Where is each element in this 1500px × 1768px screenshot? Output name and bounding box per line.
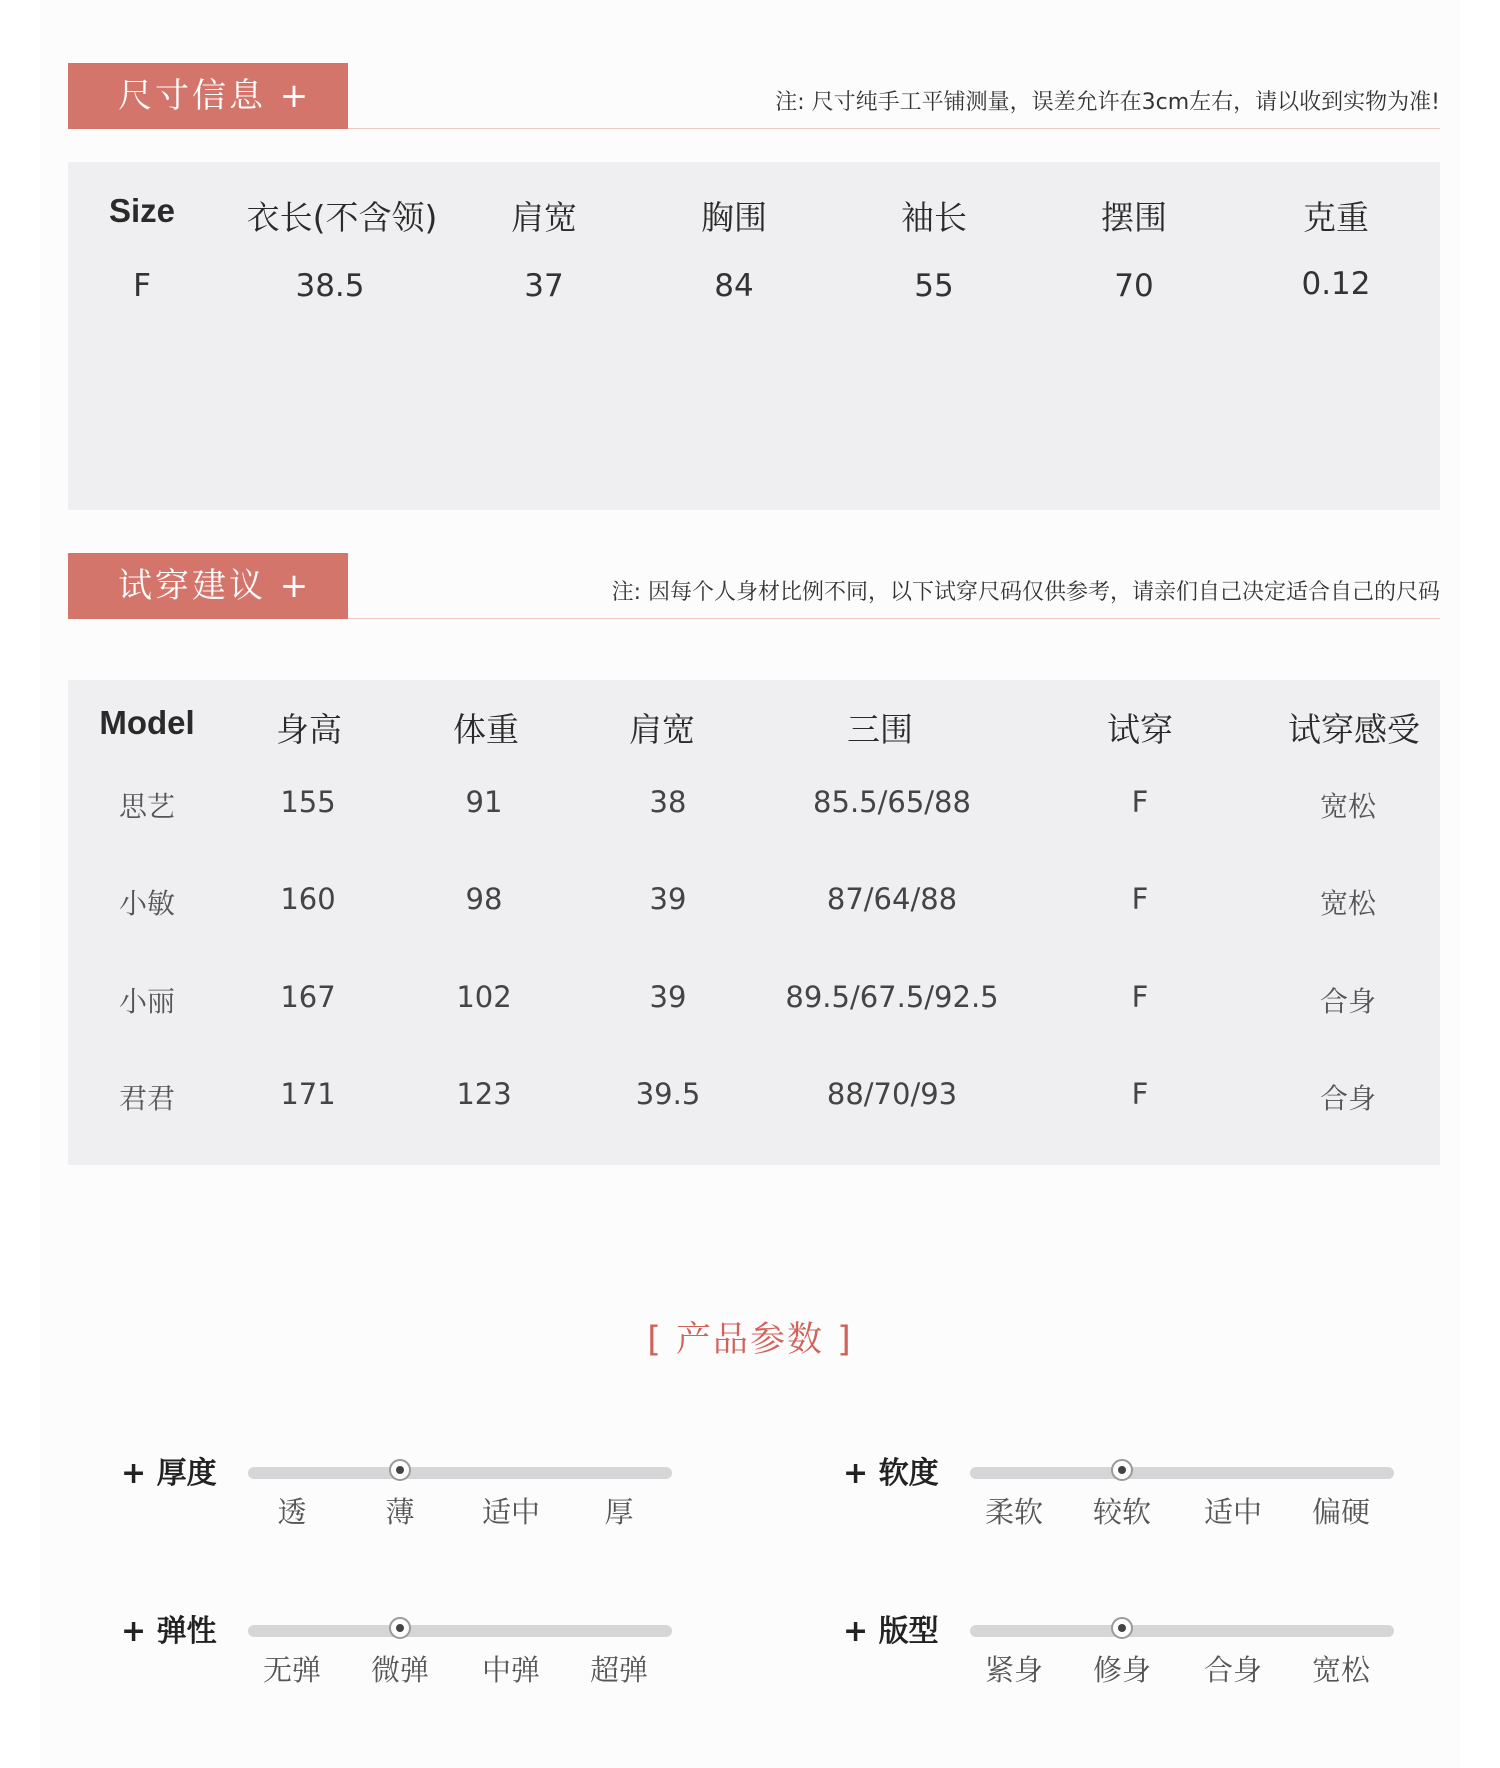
header-divider <box>348 618 1440 619</box>
bust-header: 胸围 <box>701 198 767 237</box>
header-divider <box>348 128 1440 129</box>
height-header: 身高 <box>276 710 342 749</box>
size-cell: F <box>133 268 151 304</box>
param-option: 合身 <box>1203 1653 1263 1687</box>
measurements-cell: 89.5/67.5/92.5 <box>785 980 999 1014</box>
tried-size-cell: F <box>1131 980 1149 1014</box>
model-name-cell: 小丽 <box>118 985 176 1018</box>
tried-size-header: 试穿 <box>1107 710 1173 749</box>
product-params-title: [ 产品参数 ] <box>647 1320 853 1360</box>
tried-size-cell: F <box>1131 1077 1149 1111</box>
height-cell: 171 <box>280 1077 336 1111</box>
param-name: + 软度 <box>843 1456 939 1491</box>
fit-suggestion-note: 注: 因每个人身材比例不同，以下试穿尺码仅供参考，请亲们自己决定适合自己的尺码 <box>611 580 1440 605</box>
param-slider-track <box>248 1467 672 1479</box>
measurements-header: 三围 <box>847 710 913 749</box>
size-header: Size <box>108 192 176 229</box>
measurements-cell: 88/70/93 <box>826 1077 958 1111</box>
weight-cell: 0.12 <box>1301 266 1371 302</box>
fit-table <box>68 680 1440 1165</box>
size-info-note: 注: 尺寸纯手工平铺测量，误差允许在3cm左右，请以收到实物为准! <box>775 90 1440 115</box>
model-name-cell: 小敏 <box>118 887 176 920</box>
param-option: 适中 <box>1203 1495 1263 1529</box>
param-thickness <box>121 1448 821 1568</box>
param-fit-type <box>843 1606 1500 1726</box>
tried-size-cell: F <box>1131 785 1149 819</box>
shoulder-cell: 39.5 <box>635 1077 701 1111</box>
param-option: 微弹 <box>370 1653 430 1687</box>
sleeve-header: 袖长 <box>901 198 967 237</box>
length-cell: 38.5 <box>295 268 365 304</box>
param-slider-track <box>248 1625 672 1637</box>
param-option: 无弹 <box>262 1653 322 1687</box>
fit-feeling-header: 试穿感受 <box>1288 710 1420 749</box>
param-option: 超弹 <box>589 1653 649 1687</box>
fit-feeling-cell: 合身 <box>1319 985 1377 1018</box>
param-name: + 版型 <box>843 1614 939 1649</box>
param-softness <box>843 1448 1500 1568</box>
param-slider-knob <box>389 1617 411 1639</box>
height-cell: 167 <box>280 980 336 1014</box>
height-cell: 160 <box>280 882 336 916</box>
fit-feeling-cell: 宽松 <box>1319 790 1377 823</box>
bodyweight-cell: 91 <box>465 785 503 819</box>
measurements-cell: 87/64/88 <box>826 882 958 916</box>
param-slider-knob <box>1111 1459 1133 1481</box>
weight-header: 克重 <box>1303 198 1369 237</box>
param-name: + 弹性 <box>121 1614 217 1649</box>
param-option: 柔软 <box>984 1495 1044 1529</box>
sleeve-cell: 55 <box>914 268 954 304</box>
param-option: 较软 <box>1092 1495 1152 1529</box>
param-option: 厚 <box>604 1495 634 1529</box>
fit-feeling-cell: 合身 <box>1319 1082 1377 1115</box>
length-header: 衣长(不含领) <box>246 198 438 237</box>
hem-cell: 70 <box>1114 268 1154 304</box>
model-name-cell: 思艺 <box>118 790 176 823</box>
param-slider-track <box>970 1467 1394 1479</box>
param-slider-knob <box>389 1459 411 1481</box>
param-option: 中弹 <box>481 1653 541 1687</box>
bust-cell: 84 <box>714 268 754 304</box>
fit-feeling-cell: 宽松 <box>1319 887 1377 920</box>
param-name: + 厚度 <box>121 1456 217 1491</box>
size-info-tag: 尺寸信息 + <box>68 63 348 129</box>
shoulder-cell: 39 <box>649 882 687 916</box>
model-header: Model <box>99 704 195 741</box>
hem-header: 摆围 <box>1101 198 1167 237</box>
shoulder-cell: 37 <box>524 268 564 304</box>
fit-suggestion-tag: 试穿建议 + <box>68 553 348 619</box>
shoulder-cell: 38 <box>649 785 687 819</box>
tried-size-cell: F <box>1131 882 1149 916</box>
param-option: 修身 <box>1092 1653 1152 1687</box>
shoulder-header: 肩宽 <box>511 198 577 237</box>
param-option: 透 <box>277 1495 307 1529</box>
param-option: 薄 <box>385 1495 415 1529</box>
bodyweight-header: 体重 <box>453 710 519 749</box>
size-info-header <box>68 63 1440 133</box>
param-slider-track <box>970 1625 1394 1637</box>
shoulder-header: 肩宽 <box>629 710 695 749</box>
model-name-cell: 君君 <box>118 1082 176 1115</box>
height-cell: 155 <box>280 785 336 819</box>
bodyweight-cell: 123 <box>456 1077 512 1111</box>
bodyweight-cell: 102 <box>456 980 512 1014</box>
param-option: 紧身 <box>984 1653 1044 1687</box>
param-option: 适中 <box>481 1495 541 1529</box>
param-option: 偏硬 <box>1311 1495 1371 1529</box>
measurements-cell: 85.5/65/88 <box>813 785 971 819</box>
param-option: 宽松 <box>1311 1653 1371 1687</box>
size-table <box>68 162 1440 510</box>
param-slider-knob <box>1111 1617 1133 1639</box>
bodyweight-cell: 98 <box>465 882 503 916</box>
fit-suggestion-header <box>68 553 1440 623</box>
shoulder-cell: 39 <box>649 980 687 1014</box>
param-elasticity <box>121 1606 821 1726</box>
